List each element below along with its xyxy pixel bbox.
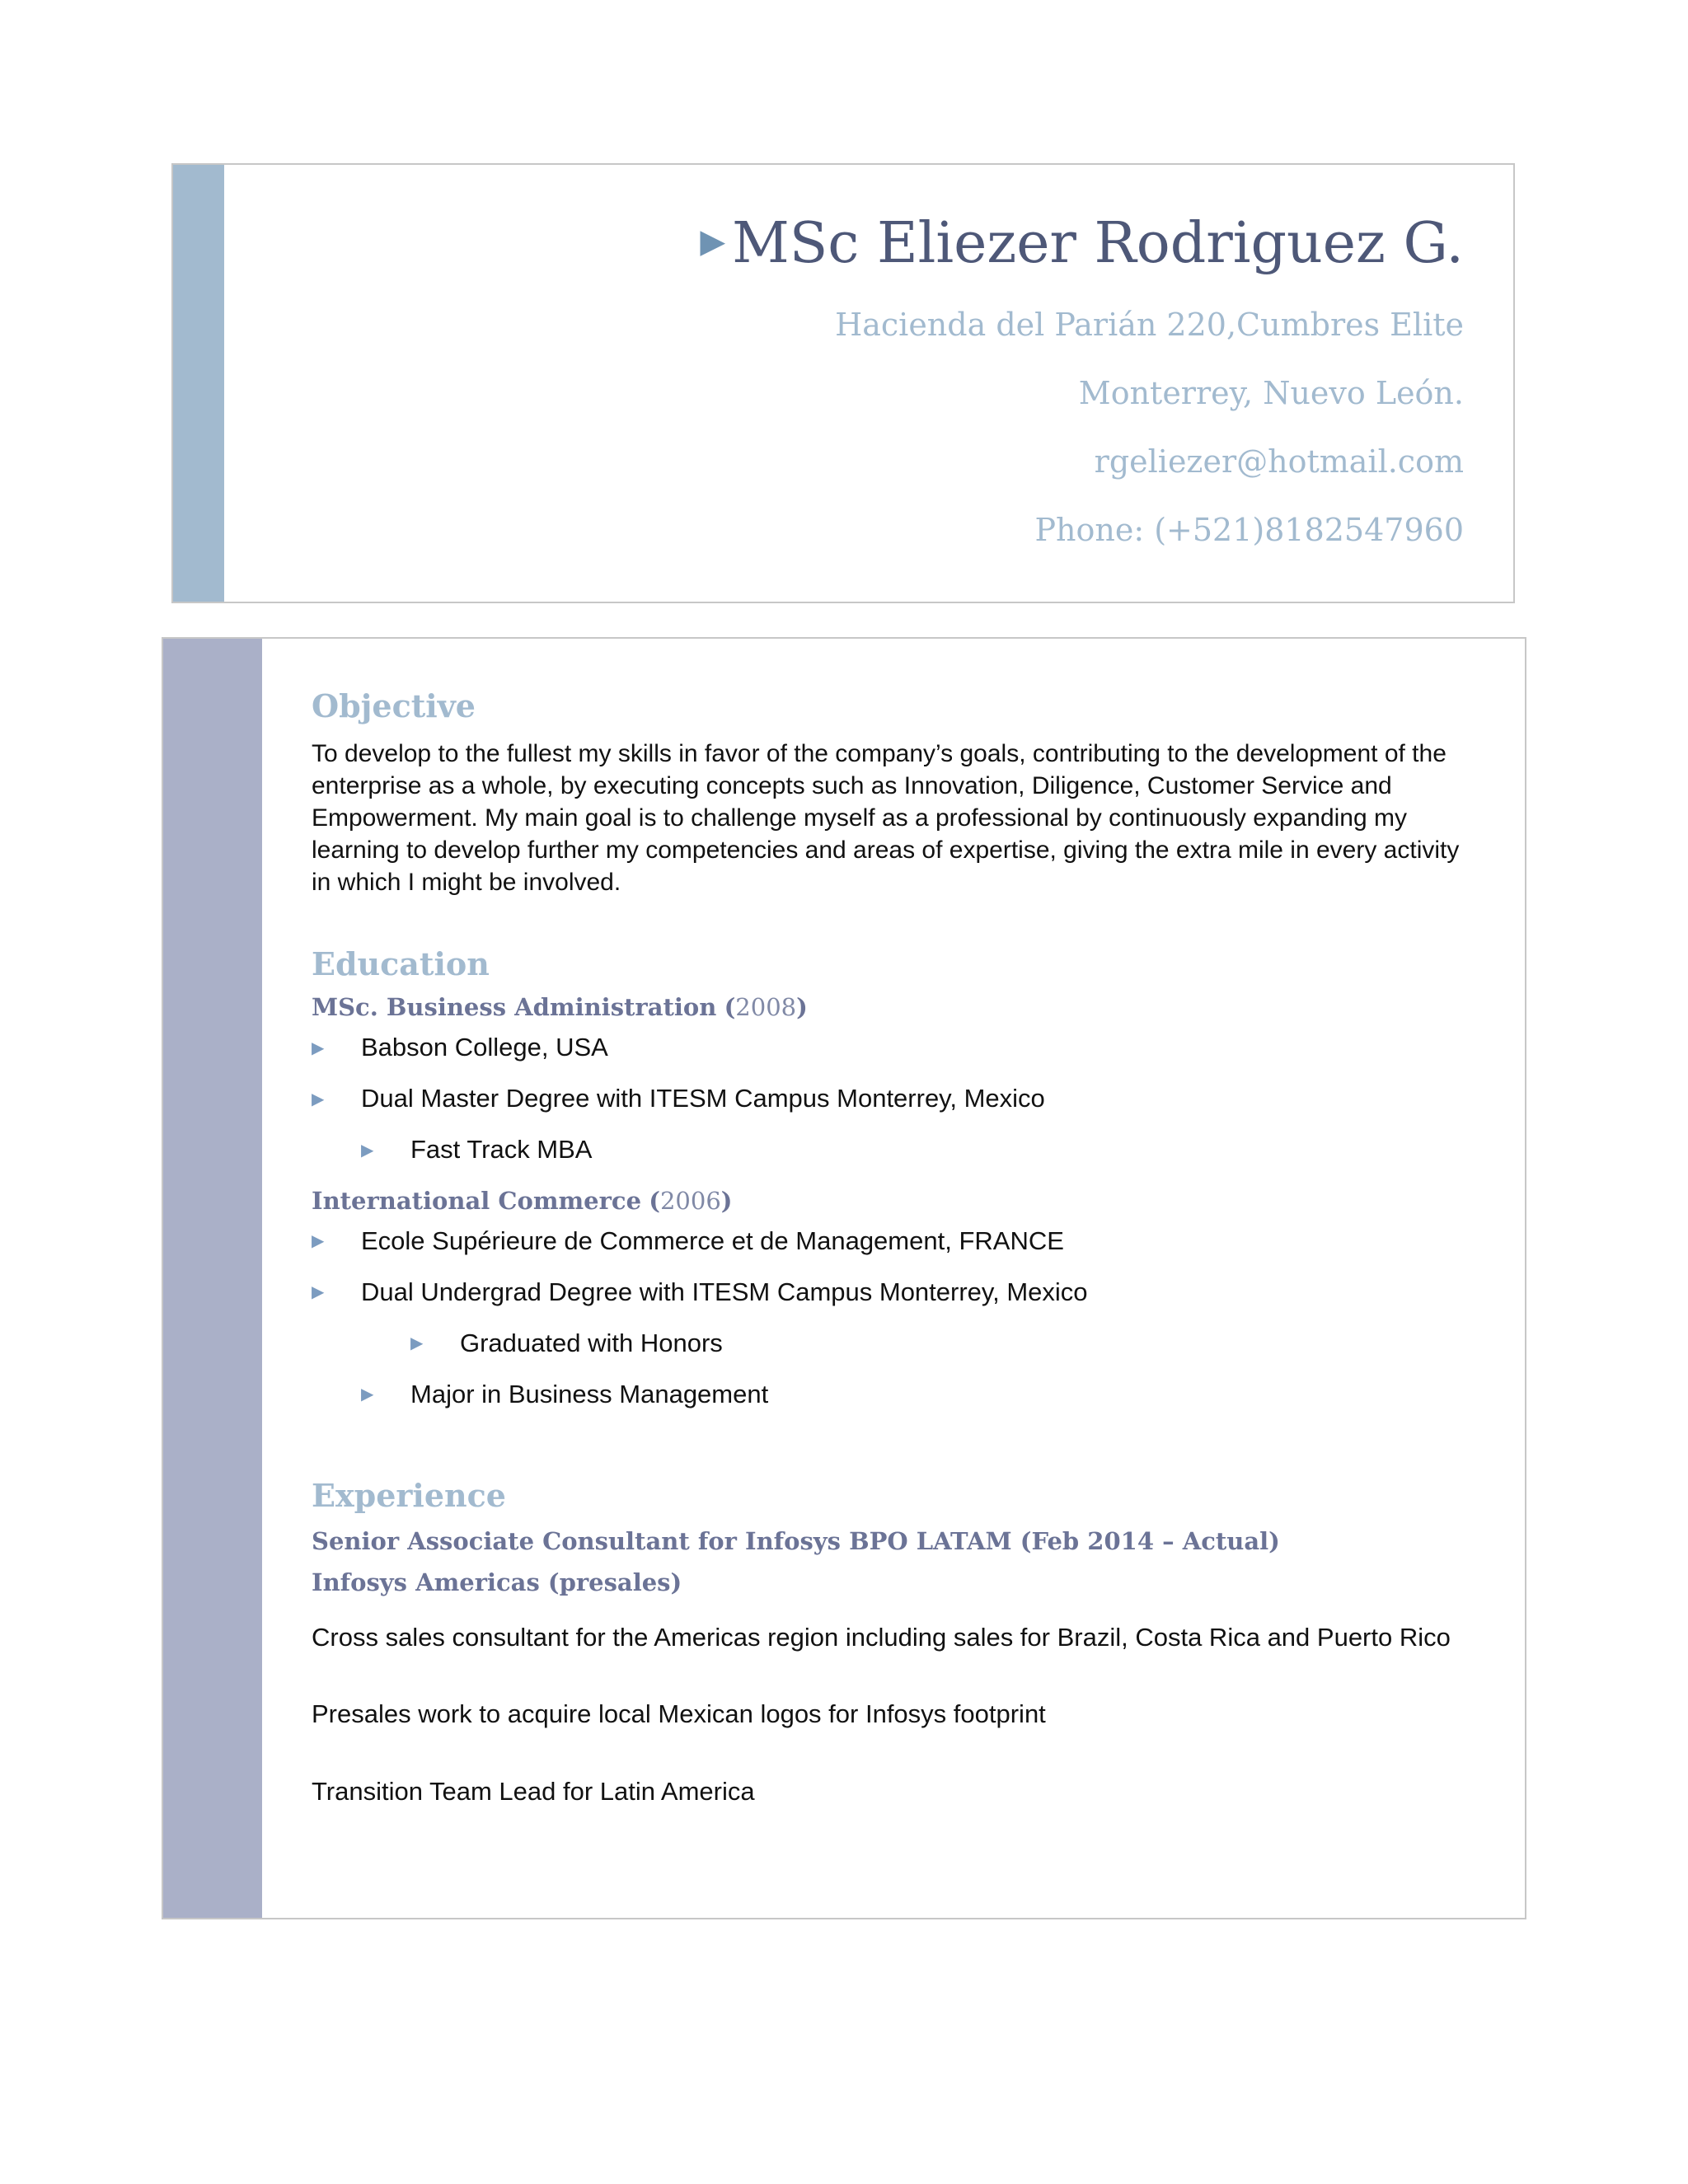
list-item-text: Fast Track MBA bbox=[410, 1135, 593, 1165]
header-accent-bar bbox=[173, 165, 224, 602]
degree-title bbox=[312, 1187, 1482, 1216]
job-title: Senior Associate Consultant for Infosys BPO LATAM (Feb 2014 – Actual) bbox=[312, 1526, 1280, 1555]
header-card bbox=[171, 163, 1515, 603]
experience-heading: Experience bbox=[312, 1476, 506, 1514]
experience-line: Presales work to acquire local Mexican logos for Infosys footprint bbox=[312, 1699, 1046, 1729]
list-item bbox=[312, 1267, 1482, 1318]
degree-paren-open: ( bbox=[649, 1187, 660, 1216]
list-item bbox=[312, 1073, 1482, 1124]
list-item-text: Dual Undergrad Degree with ITESM Campus Monterrey, Mexico bbox=[361, 1277, 1088, 1306]
degree-paren-close: ) bbox=[720, 1187, 733, 1216]
list-item bbox=[312, 1318, 1482, 1369]
degree-title bbox=[312, 993, 1482, 1022]
job-subtitle: Infosys Americas (presales) bbox=[312, 1568, 682, 1597]
triangle-right-icon: ▶ bbox=[361, 1141, 374, 1160]
list-item-text: Graduated with Honors bbox=[460, 1328, 723, 1357]
degree-name: MSc. Business Administration bbox=[312, 993, 717, 1022]
list-item bbox=[312, 1022, 1482, 1073]
objective-heading: Objective bbox=[312, 687, 476, 724]
education-heading: Education bbox=[312, 944, 490, 982]
list-item-text: Dual Master Degree with ITESM Campus Monterrey, Mexico bbox=[361, 1084, 1045, 1113]
candidate-name-row bbox=[700, 211, 1464, 276]
triangle-right-icon: ▶ bbox=[312, 1283, 325, 1302]
body-card bbox=[162, 637, 1526, 1919]
phone-text: Phone: (+521)8182547960 bbox=[1034, 512, 1464, 548]
triangle-right-icon: ▶ bbox=[410, 1334, 424, 1353]
list-item bbox=[312, 1124, 1482, 1175]
resume-content bbox=[312, 688, 1482, 1807]
objective-text: To develop to the fullest my skills in favor of the company’s goals, contributing to the development of the enterprise as a whole, by executing concepts such as Innovation, Diligence, Customer Service and Empowerment. My main goal is to challenge myself as a professional by continuously expanding my learning to develop further my competencies and areas of expertise, giving the extra mile in every activity in which I might be involved. bbox=[312, 739, 1460, 896]
body-accent-bar bbox=[163, 639, 262, 1918]
email-text: rgeliezer@hotmail.com bbox=[1094, 443, 1464, 480]
candidate-name: MSc Eliezer Rodriguez G. bbox=[732, 211, 1464, 276]
triangle-right-icon: ▶ bbox=[361, 1385, 374, 1404]
triangle-right-icon: ▶ bbox=[700, 223, 726, 260]
degree-paren-close: ) bbox=[796, 993, 808, 1022]
list-item-text: Babson College, USA bbox=[361, 1033, 608, 1062]
triangle-right-icon: ▶ bbox=[312, 1090, 325, 1108]
contact-block bbox=[700, 211, 1464, 548]
experience-line: Cross sales consultant for the Americas region including sales for Brazil, Costa Rica and Puerto Rico bbox=[312, 1623, 1451, 1652]
degree-name: International Commerce bbox=[312, 1187, 642, 1216]
triangle-right-icon: ▶ bbox=[312, 1232, 325, 1251]
triangle-right-icon: ▶ bbox=[312, 1038, 325, 1057]
list-item bbox=[312, 1369, 1482, 1420]
degree-paren-open: ( bbox=[724, 993, 736, 1022]
list-item-text: Major in Business Management bbox=[410, 1379, 769, 1408]
list-item-text: Ecole Supérieure de Commerce et de Management, FRANCE bbox=[361, 1226, 1064, 1255]
degree-year: 2006 bbox=[659, 1187, 721, 1216]
address-line-2: Monterrey, Nuevo León. bbox=[1078, 375, 1464, 411]
address-line-1: Hacienda del Parián 220,Cumbres Elite bbox=[835, 307, 1464, 343]
list-item bbox=[312, 1216, 1482, 1267]
experience-line: Transition Team Lead for Latin America bbox=[312, 1776, 755, 1806]
degree-year: 2008 bbox=[735, 993, 797, 1022]
